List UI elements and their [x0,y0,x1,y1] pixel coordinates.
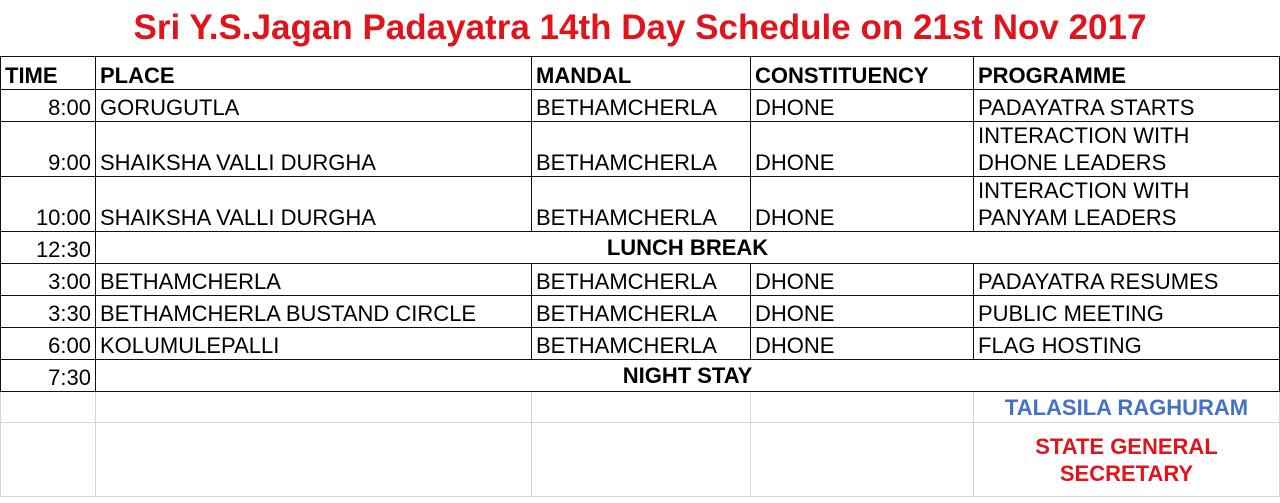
signatory-name[interactable]: TALASILA RAGHURAM [974,392,1280,423]
table-row [1,360,1280,392]
programme-cell[interactable]: PUBLIC MEETING [974,296,1280,328]
empty-cell[interactable] [532,423,751,497]
constituency-cell[interactable]: DHONE [751,90,974,122]
page-title: Sri Y.S.Jagan Padayatra 14th Day Schedule on 21st Nov 2017 [133,8,1147,47]
programme-line: DHONE LEADERS [978,150,1167,175]
table-row [1,328,1280,360]
time-cell[interactable]: 12:30 [1,232,96,264]
designation-text: STATE GENERAL SECRETARY [1035,433,1218,486]
empty-cell[interactable] [751,423,974,497]
table-row [1,296,1280,328]
place-cell[interactable]: SHAIKSHA VALLI DURGHA [96,122,532,177]
time-cell[interactable]: 6:00 [1,328,96,360]
signatory-designation[interactable] [974,423,1280,497]
programme-cell[interactable]: PADAYATRA STARTS [974,90,1280,122]
table-row [1,90,1280,122]
header-programme[interactable]: PROGRAMME [974,57,1280,90]
empty-cell[interactable] [1,423,96,497]
constituency-cell[interactable]: DHONE [751,296,974,328]
mandal-cell[interactable]: BETHAMCHERLA [532,177,751,232]
time-cell[interactable]: 8:00 [1,90,96,122]
constituency-cell[interactable]: DHONE [751,177,974,232]
header-constituency[interactable]: CONSTITUENCY [751,57,974,90]
place-cell[interactable]: BETHAMCHERLA [96,264,532,296]
place-cell[interactable]: BETHAMCHERLA BUSTAND CIRCLE [96,296,532,328]
place-cell[interactable]: KOLUMULEPALLI [96,328,532,360]
time-cell[interactable]: 3:30 [1,296,96,328]
mandal-cell[interactable]: BETHAMCHERLA [532,264,751,296]
header-place[interactable]: PLACE [96,57,532,90]
night-stay-cell[interactable]: NIGHT STAY [96,360,1280,392]
mandal-cell[interactable]: BETHAMCHERLA [532,296,751,328]
programme-line: INTERACTION WITH [978,178,1190,203]
empty-cell[interactable] [751,392,974,423]
mandal-cell[interactable]: BETHAMCHERLA [532,90,751,122]
schedule-table [0,56,1280,497]
programme-line: INTERACTION WITH [978,123,1190,148]
programme-cell[interactable]: PADAYATRA RESUMES [974,264,1280,296]
header-time[interactable]: TIME [1,57,96,90]
header-mandal[interactable]: MANDAL [532,57,751,90]
empty-cell[interactable] [96,392,532,423]
constituency-cell[interactable]: DHONE [751,264,974,296]
time-cell[interactable]: 3:00 [1,264,96,296]
signature-designation-row [1,423,1280,497]
constituency-cell[interactable]: DHONE [751,122,974,177]
time-cell[interactable]: 10:00 [1,177,96,232]
lunch-break-cell[interactable]: LUNCH BREAK [96,232,1280,264]
time-cell[interactable]: 7:30 [1,360,96,392]
empty-cell[interactable] [96,423,532,497]
mandal-cell[interactable]: BETHAMCHERLA [532,122,751,177]
table-row [1,264,1280,296]
place-cell[interactable]: GORUGUTLA [96,90,532,122]
signature-name-row [1,392,1280,423]
programme-cell[interactable]: FLAG HOSTING [974,328,1280,360]
time-cell[interactable]: 9:00 [1,122,96,177]
table-row [1,177,1280,232]
header-row [1,57,1280,90]
place-cell[interactable]: SHAIKSHA VALLI DURGHA [96,177,532,232]
mandal-cell[interactable]: BETHAMCHERLA [532,328,751,360]
constituency-cell[interactable]: DHONE [751,328,974,360]
empty-cell[interactable] [1,392,96,423]
programme-cell[interactable] [974,177,1280,232]
programme-cell[interactable] [974,122,1280,177]
table-row [1,122,1280,177]
empty-cell[interactable] [532,392,751,423]
table-row [1,232,1280,264]
programme-line: PANYAM LEADERS [978,205,1177,230]
